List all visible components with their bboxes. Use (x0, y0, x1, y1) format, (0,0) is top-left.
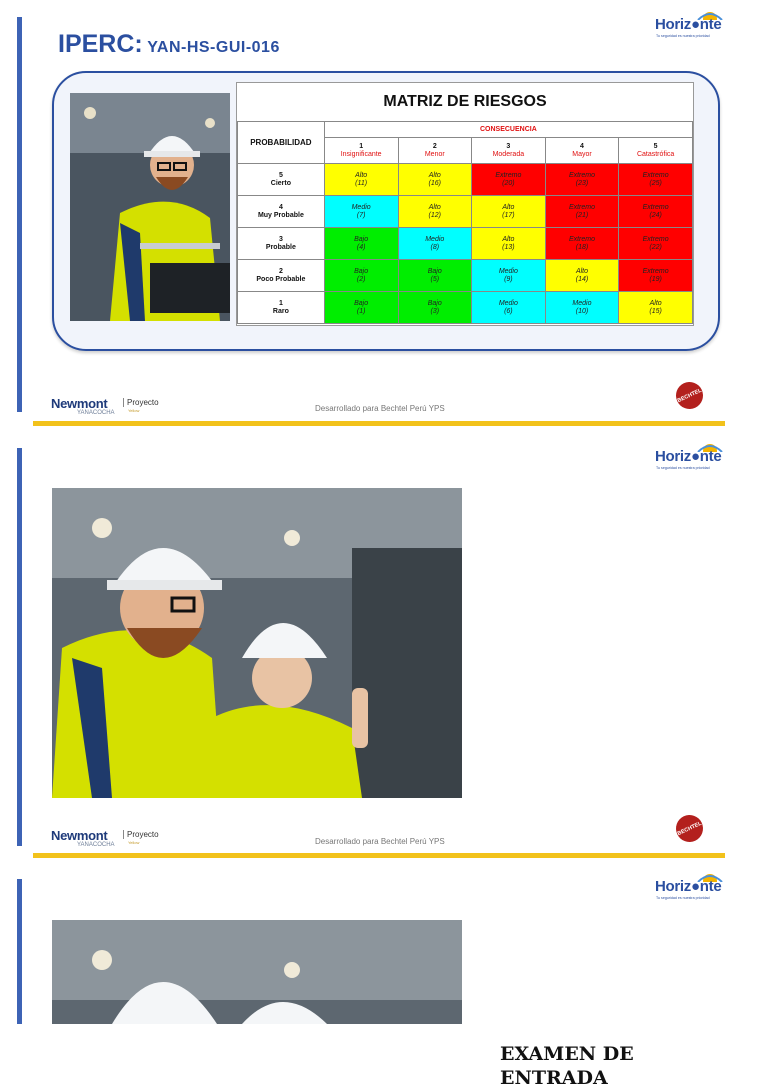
bechtel-logo: BECHTEL (672, 811, 708, 847)
consequence-header: CONSECUENCIA (324, 122, 692, 138)
workers-illustration (52, 488, 462, 798)
risk-cell: Alto (16) (398, 164, 472, 196)
risk-cell: Medio (10) (545, 292, 619, 324)
probability-label: 5 Cierto (238, 164, 325, 196)
probability-header: PROBABILIDAD (238, 122, 325, 164)
horizonte-logo: Horiz●nte Tu seguridad es nuestra prioridad (655, 868, 725, 902)
matrix-row (238, 164, 693, 196)
footer-developed-for: Desarrollado para Bechtel Perú YPS (315, 837, 445, 846)
consequence-col-5: 5 Catastrófica (619, 138, 693, 164)
slide-examen-partial (0, 862, 768, 1024)
consequence-col-1: 1 Insignificante (324, 138, 398, 164)
horizonte-logo: Horiz●nte Tu seguridad es nuestra prioridad (655, 438, 725, 472)
risk-cell: Medio (7) (324, 196, 398, 228)
slide-title: IPERC: YAN-HS-GUI-016 (58, 30, 280, 58)
risk-cell: Medio (9) (472, 260, 546, 292)
probability-label: 4 Muy Probable (238, 196, 325, 228)
title-main: IPERC (58, 30, 135, 58)
workers-photo (52, 920, 462, 1024)
exam-heading: EXAMEN DE ENTRADA (500, 1043, 634, 1089)
risk-cell: Extremo (22) (619, 228, 693, 260)
risk-cell: Alto (11) (324, 164, 398, 196)
risk-cell: Alto (14) (545, 260, 619, 292)
consequence-col-4: 4 Mayor (545, 138, 619, 164)
slide-left-accent-bar (17, 448, 22, 846)
title-code: YAN-HS-GUI-016 (147, 39, 280, 56)
slide-examen (0, 426, 768, 1089)
slide-left-accent-bar (17, 17, 22, 412)
risk-cell: Extremo (25) (619, 164, 693, 196)
risk-matrix-table (237, 121, 693, 324)
risk-cell: Bajo (4) (324, 228, 398, 260)
probability-label: 2 Poco Probable (238, 260, 325, 292)
risk-cell: Extremo (19) (619, 260, 693, 292)
risk-cell: Bajo (5) (398, 260, 472, 292)
probability-label: 3 Probable (238, 228, 325, 260)
risk-cell: Extremo (23) (545, 164, 619, 196)
horizonte-logo: Horiz●nte Tu seguridad es nuestra prioridad (655, 6, 725, 40)
slide-left-accent-bar (17, 879, 22, 1024)
matrix-row (238, 292, 693, 324)
risk-cell: Alto (13) (472, 228, 546, 260)
risk-cell: Extremo (18) (545, 228, 619, 260)
risk-cell: Medio (6) (472, 292, 546, 324)
risk-cell: Medio (8) (398, 228, 472, 260)
consequence-col-3: 3 Moderada (472, 138, 546, 164)
bechtel-logo: BECHTEL (672, 378, 708, 414)
footer-developed-for: Desarrollado para Bechtel Perú YPS (315, 404, 445, 413)
slide-bottom-bar (33, 853, 725, 858)
risk-cell: Extremo (20) (472, 164, 546, 196)
matrix-title: MATRIZ DE RIESGOS (237, 83, 693, 122)
worker-illustration (70, 93, 230, 321)
matrix-row (238, 196, 693, 228)
risk-cell: Alto (12) (398, 196, 472, 228)
risk-cell: Extremo (24) (619, 196, 693, 228)
worker-photo (70, 93, 230, 321)
risk-cell: Bajo (3) (398, 292, 472, 324)
risk-cell: Alto (17) (472, 196, 546, 228)
consequence-col-2: 2 Menor (398, 138, 472, 164)
risk-cell: Extremo (21) (545, 196, 619, 228)
slide-iperc (0, 0, 768, 426)
probability-label: 1 Raro (238, 292, 325, 324)
risk-cell: Bajo (2) (324, 260, 398, 292)
newmont-logo: Newmont YANACOCHA Proyecto Yellow (51, 396, 159, 416)
newmont-logo: Newmont YANACOCHA Proyecto Yellow (51, 828, 159, 848)
matrix-row (238, 228, 693, 260)
workers-photo (52, 488, 462, 798)
workers-illustration (52, 920, 462, 1024)
risk-cell: Bajo (1) (324, 292, 398, 324)
matrix-row (238, 260, 693, 292)
risk-cell: Alto (15) (619, 292, 693, 324)
risk-matrix (236, 82, 694, 326)
